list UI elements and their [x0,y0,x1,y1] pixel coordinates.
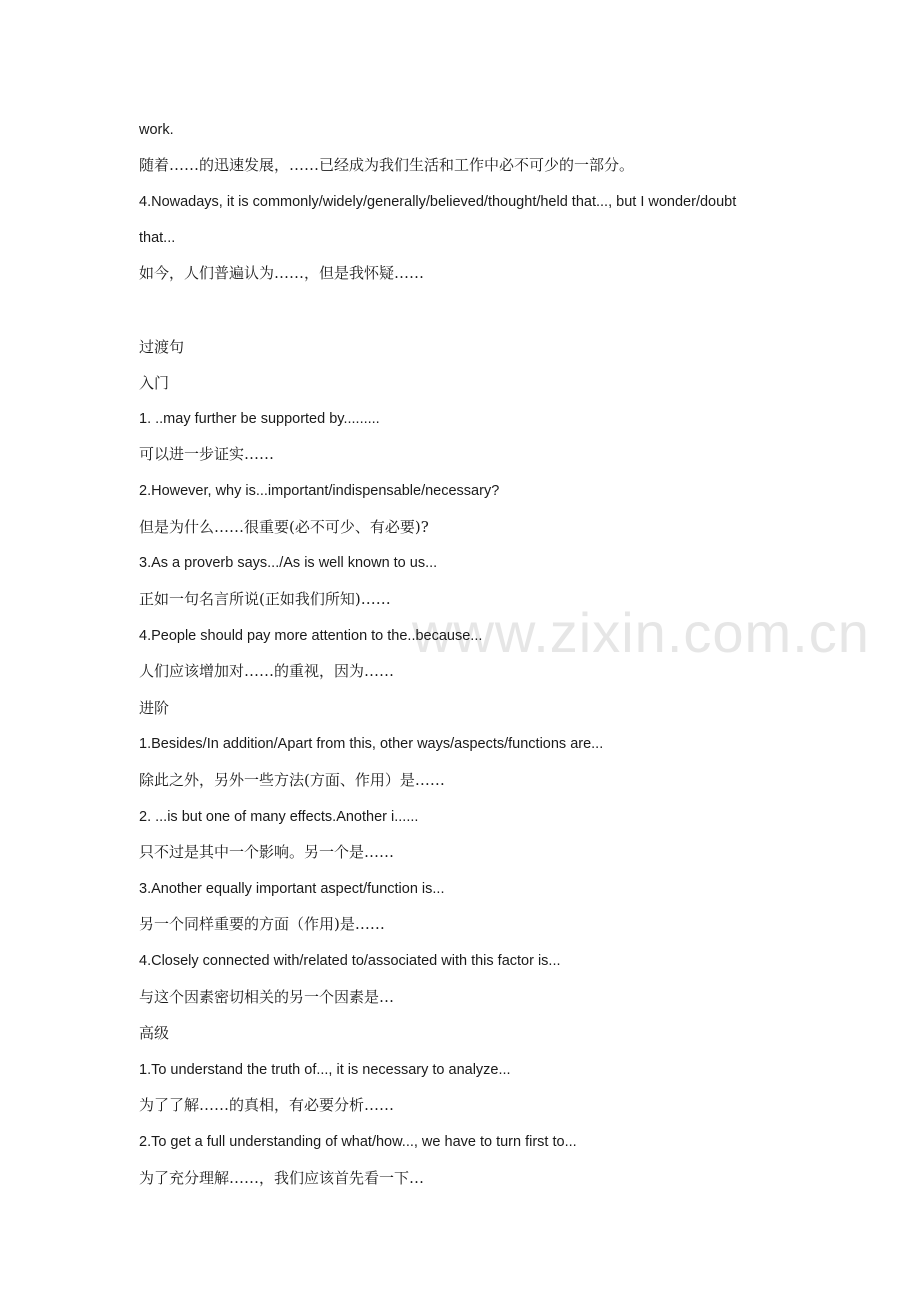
text-line: 2.However, why is...important/indispensable/necessary? [139,483,500,499]
text-line: 4.People should pay more attention to the..because... [139,628,483,644]
text-line: 2. ...is but one of many effects.Another i...... [139,809,419,825]
text-line: 1.Besides/In addition/Apart from this, other ways/aspects/functions are... [139,736,604,752]
section-heading: 过渡句 [139,338,185,356]
text-line: 除此之外，另外一些方法(方面、作用）是…… [139,771,445,789]
text-line: work. [139,122,174,138]
watermark: www.zixin.com.cn [412,601,870,664]
text-line: 1. ..may further be supported by......... [139,411,380,427]
text-line: 与这个因素密切相关的另一个因素是… [139,988,395,1006]
subsection-heading: 高级 [139,1024,170,1042]
subsection-heading: 进阶 [139,699,170,717]
text-line: 1.To understand the truth of..., it is necessary to analyze... [139,1062,511,1078]
subsection-heading: 入门 [139,374,170,392]
text-line: 4.Closely connected with/related to/associated with this factor is... [139,953,561,969]
text-line: 为了充分理解……，我们应该首先看一下… [139,1169,425,1187]
text-line: 3.Another equally important aspect/function is... [139,881,445,897]
text-line: 为了了解……的真相，有必要分析…… [139,1096,395,1114]
text-line: 另一个同样重要的方面（作用)是…… [139,915,385,933]
text-line: 正如一句名言所说(正如我们所知)…… [139,590,391,608]
text-line: 但是为什么……很重要(必不可少、有必要)? [139,518,429,536]
text-line: 人们应该增加对……的重视，因为…… [139,662,395,680]
text-line: 3.As a proverb says.../As is well known to us... [139,555,438,571]
text-line: 只不过是其中一个影响。另一个是…… [139,843,395,861]
text-line: 2.To get a full understanding of what/how..., we have to turn first to... [139,1134,577,1150]
text-line: 可以进一步证实…… [139,445,275,463]
text-line: 如今，人们普遍认为……，但是我怀疑…… [139,264,425,282]
text-line: that... [139,230,176,246]
text-line: 4.Nowadays, it is commonly/widely/generally/believed/thought/held that..., but I wonder/doubt [139,194,737,210]
text-line: 随着……的迅速发展，……已经成为我们生活和工作中必不可少的一部分。 [139,156,635,174]
